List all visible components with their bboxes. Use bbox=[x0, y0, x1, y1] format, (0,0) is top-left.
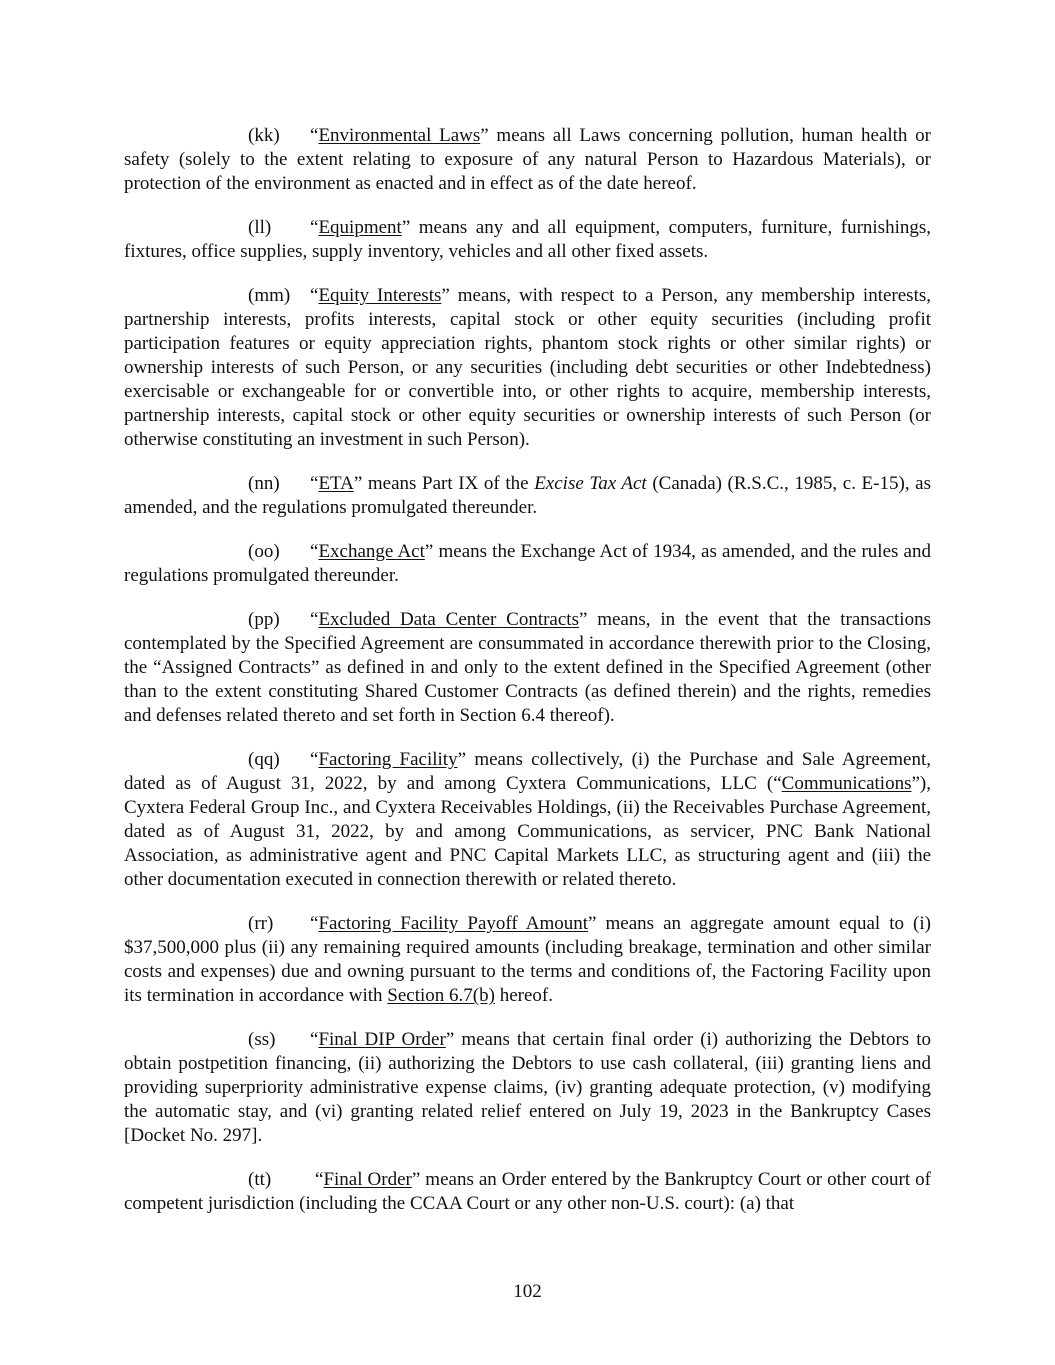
defined-term: Communications bbox=[781, 773, 912, 794]
definition-text: means, in the event that the transactions contemplated by the Specified Agreement are consummated in accordance therewith prior to the Closing, the “Assigned Contracts” as defined in and only to the extent defined in the Specified Agreement (other than to the extent constituting Shared Customer Contracts (as defined therein) and the rights, remedies and defenses related thereto and set forth in Section 6.4 thereof). bbox=[124, 609, 931, 726]
definition-text: hereof. bbox=[494, 985, 553, 1006]
definition-text: means Part IX of the bbox=[362, 473, 535, 494]
definition-oo: (oo) “Exchange Act” means the Exchange Act of 1934, as amended, and the rules and regulations promulgated thereunder. bbox=[124, 541, 931, 586]
definition-mm: (mm) “Equity Interests” means, with respect to a Person, any membership interests, partnership interests, profits interests, capital stock or other equity securities (including profit participation features or equity appreciation rights, phantom stock rights or other similar rights) or ownership interests of such Person, or any securities (including debt securities or other Indebtedness) exercisable or exchangeable for or convertible into, or other rights to acquire, membership interests, partnership interests, capital stock or other equity securities or ownership interests of such Person (or otherwise constituting an investment in such Person). bbox=[124, 285, 932, 450]
definition-nn: (nn) “ETA” means Part IX of the Excise Tax Act (Canada) (R.S.C., 1985, c. E-15), as amended, and the regulations promulgated thereunder. bbox=[124, 473, 932, 518]
definition-text: means that certain final order (i) authorizing the Debtors to obtain postpetition financing, (ii) authorizing the Debtors to use cash collateral, (iii) granting liens and providing superpriority administrative expense claims, (iv) granting adequate protection, (v) modifying the automatic stay, and (vi) granting related relief entered on July 19, 2023 in the Bankruptcy Cases [Docket No. 297]. bbox=[124, 1029, 932, 1146]
section-label: (mm) bbox=[248, 285, 291, 306]
definition-text: means, with respect to a Person, any membership interests, partnership interests, profits interests, capital stock or other equity securities (including profit participation features or equity appreciation rights, phantom stock rights or other similar rights) or ownership interests of such Person, or any securities (including debt securities or other Indebtedness) exercisable or exchangeable for or convertible into, or other rights to acquire, membership interests, partnership interests, capital stock or other equity securities or ownership interests of such Person (or otherwise constituting an investment in such Person). bbox=[124, 285, 932, 450]
defined-term: Final Order bbox=[323, 1169, 412, 1190]
section-label: (rr) bbox=[248, 913, 274, 934]
section-label: (kk) bbox=[248, 125, 280, 146]
defined-term: Exchange Act bbox=[318, 541, 425, 562]
definition-kk: (kk) “Environmental Laws” means all Laws concerning pollution, human health or safety (solely to the extent relating to exposure of any natural Person to Hazardous Materials), or protection of the environment as enacted and in effect as of the date hereof. bbox=[124, 125, 931, 194]
section-label: (oo) bbox=[248, 541, 280, 562]
section-label: (ll) bbox=[248, 217, 272, 238]
page-number: 102 bbox=[513, 1281, 542, 1302]
defined-term: Equity Interests bbox=[318, 285, 442, 306]
statute-title: Excise Tax Act bbox=[534, 473, 647, 494]
defined-term: Final DIP Order bbox=[318, 1029, 446, 1050]
defined-term: ETA bbox=[318, 473, 354, 494]
definition-text: ”), Cyxtera Federal Group Inc., and Cyxtera Receivables Holdings, (ii) the Receivables Purchase Agreement, dated as of August 31, 2022, by and among Communications, as servicer, PNC Bank National Association, as administrative agent and PNC Capital Markets LLC, as structuring agent and (iii) the other documentation executed in connection therewith or related thereto. bbox=[124, 773, 931, 890]
section-reference: Section 6.7(b) bbox=[387, 985, 495, 1006]
definition-ss: (ss) “Final DIP Order” means that certain final order (i) authorizing the Debtors to obtain postpetition financing, (ii) authorizing the Debtors to use cash collateral, (iii) granting liens and providing superpriority administrative expense claims, (iv) granting adequate protection, (v) modifying the automatic stay, and (vi) granting related relief entered on July 19, 2023 in the Bankruptcy Cases [Docket No. 297]. bbox=[124, 1029, 932, 1146]
defined-term: Factoring Facility Payoff Amount bbox=[318, 913, 589, 934]
section-label: (ss) bbox=[248, 1029, 276, 1050]
section-label: (pp) bbox=[248, 609, 280, 630]
definition-text: means an Order entered by the Bankruptcy Court or other court of competent jurisdiction (including the CCAA Court or any other non-U.S. court): (a) that bbox=[124, 1169, 931, 1214]
section-label: (tt) bbox=[248, 1169, 272, 1190]
definition-text: means all Laws concerning pollution, human health or safety (solely to the extent relating to exposure of any natural Person to Hazardous Materials), or protection of the environment as enacted and in effect as of the date hereof. bbox=[124, 125, 931, 194]
defined-term: Environmental Laws bbox=[318, 125, 481, 146]
definition-text: means any and all equipment, computers, furniture, furnishings, fixtures, office supplies, supply inventory, vehicles and all other fixed assets. bbox=[124, 217, 931, 262]
section-label: (nn) bbox=[248, 473, 280, 494]
definition-text: means the Exchange Act of 1934, as amended, and the rules and regulations promulgated thereunder. bbox=[124, 541, 931, 586]
defined-term: Factoring Facility bbox=[318, 749, 458, 770]
definition-text: (Canada) (R.S.C., 1985, c. E-15), as amended, and the regulations promulgated thereunder. bbox=[124, 473, 932, 518]
definition-rr: (rr) “Factoring Facility Payoff Amount” means an aggregate amount equal to (i) $37,500,000 plus (ii) any remaining required amounts (including breakage, termination and other similar costs and expenses) due and owning pursuant to the terms and conditions of, the Factoring Facility upon its termination in accordance with Section 6.7(b) hereof. bbox=[124, 913, 931, 1006]
definition-ll: (ll) “Equipment” means any and all equipment, computers, furniture, furnishings, fixtures, office supplies, supply inventory, vehicles and all other fixed assets. bbox=[124, 217, 931, 262]
section-label: (qq) bbox=[248, 749, 280, 770]
definition-text: means an aggregate amount equal to (i) $37,500,000 plus (ii) any remaining required amounts (including breakage, termination and other similar costs and expenses) due and owning pursuant to the terms and conditions of, the Factoring Facility upon its termination in accordance with bbox=[124, 913, 931, 1006]
defined-term: Equipment bbox=[318, 217, 402, 238]
document-page bbox=[124, 124, 931, 1236]
definition-qq: (qq) “Factoring Facility” means collectively, (i) the Purchase and Sale Agreement, dated as of August 31, 2022, by and among Cyxtera Communications, LLC (“Communications”), Cyxtera Federal Group Inc., and Cyxtera Receivables Holdings, (ii) the Receivables Purchase Agreement, dated as of August 31, 2022, by and among Communications, as servicer, PNC Bank National Association, as administrative agent and PNC Capital Markets LLC, as structuring agent and (iii) the other documentation executed in connection therewith or related thereto. bbox=[124, 749, 931, 890]
definition-pp: (pp) “Excluded Data Center Contracts” means, in the event that the transactions contemplated by the Specified Agreement are consummated in accordance therewith prior to the Closing, the “Assigned Contracts” as defined in and only to the extent defined in the Specified Agreement (other than to the extent constituting Shared Customer Contracts (as defined therein) and the rights, remedies and defenses related thereto and set forth in Section 6.4 thereof). bbox=[124, 609, 931, 726]
definition-tt: (tt) “Final Order” means an Order entered by the Bankruptcy Court or other court of competent jurisdiction (including the CCAA Court or any other non-U.S. court): (a) that bbox=[124, 1169, 931, 1214]
definition-text: means collectively, (i) the Purchase and Sale Agreement, dated as of August 31, 2022, by and among Cyxtera Communications, LLC (“ bbox=[124, 749, 931, 794]
defined-term: Excluded Data Center Contracts bbox=[318, 609, 579, 630]
